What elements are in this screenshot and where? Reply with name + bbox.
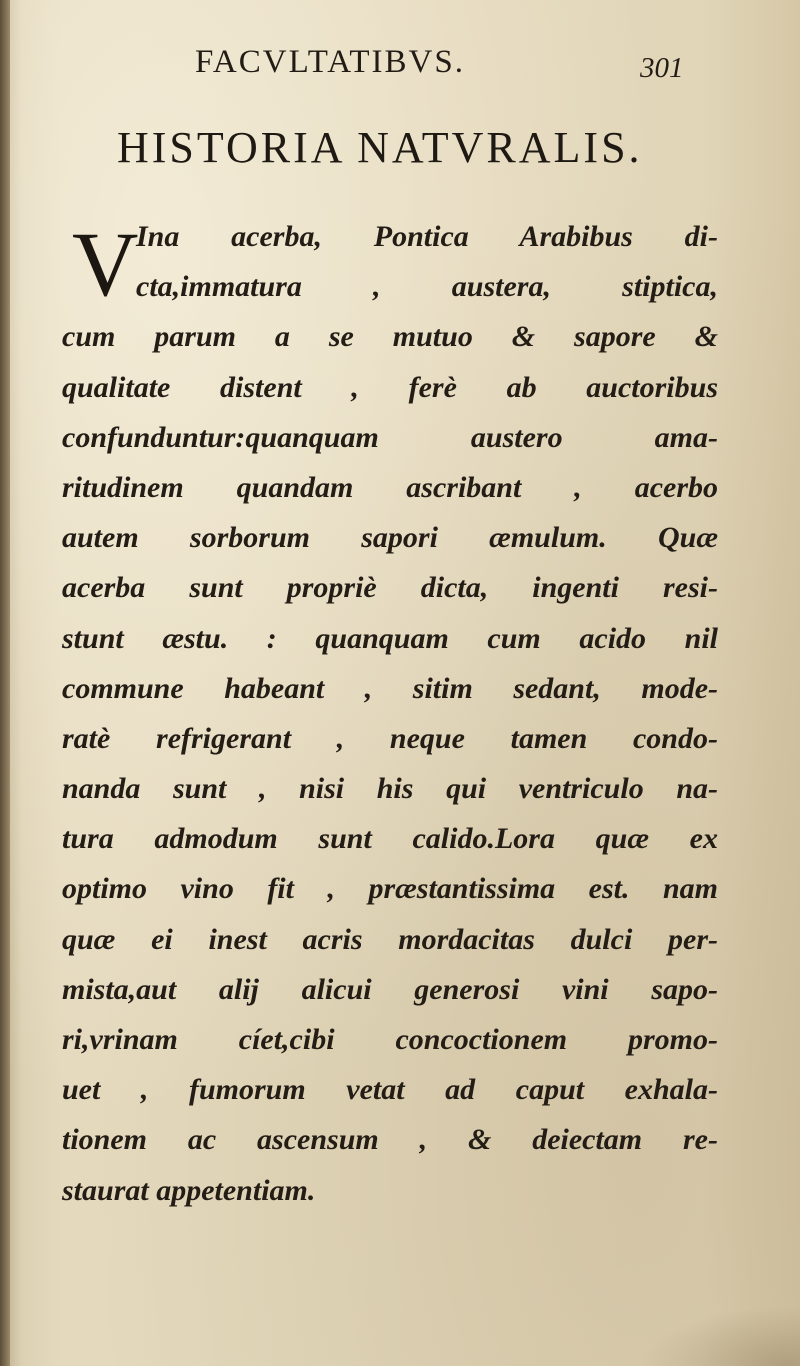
text-line: stunt æstu. : quanquam cum acido nil: [62, 621, 718, 655]
text-line: cum parum a se mutuo & sapore &: [62, 320, 718, 354]
text-line: optimo vino fit , præstantissima est. nam: [62, 872, 718, 906]
text-line: staurat appetentiam.: [62, 1173, 316, 1207]
text-line: ri,vrinam cíet,cibi concoctionem promo-: [62, 1023, 718, 1056]
text-line: tura admodum sunt calido.Lora quæ ex: [62, 822, 718, 856]
page-binding-edge: [0, 0, 10, 1366]
text-line: nanda sunt , nisi his qui ventriculo na-: [62, 772, 718, 806]
section-title: HISTORIA NATVRALIS.: [117, 123, 643, 172]
text-line: quæ ei inest acris mordacitas dulci per-: [62, 922, 718, 956]
running-head: FACVLTATIBVS.: [195, 44, 465, 80]
text-line: ratè refrigerant , neque tamen condo-: [62, 721, 718, 755]
text-line: acerba sunt propriè dicta, ingenti resi-: [62, 571, 718, 605]
text-line: ritudinem quandam ascribant , acerbo: [62, 470, 718, 504]
text-line: tionem ac ascensum , & deiectam re-: [62, 1123, 718, 1157]
body-text: [62, 212, 718, 1216]
page-number: 301: [640, 52, 684, 84]
text-line: autem sorborum sapori æmulum. Quæ: [62, 521, 718, 555]
text-line: confunduntur:quanquam austero ama-: [62, 420, 718, 454]
text-line: commune habeant , sitim sedant, mode-: [62, 671, 718, 705]
text-line: cta,immatura , austera, stiptica,: [136, 270, 718, 304]
paper-stain: [640, 1306, 800, 1366]
text-line: qualitate distent , ferè ab auctoribus: [62, 370, 718, 404]
text-line: mista,aut alij alicui generosi vini sapo-: [62, 972, 718, 1006]
text-line: Ina acerba, Pontica Arabibus di-: [136, 220, 718, 253]
text-line: uet , fumorum vetat ad caput exhala-: [62, 1073, 718, 1107]
drop-cap: V: [72, 213, 139, 315]
